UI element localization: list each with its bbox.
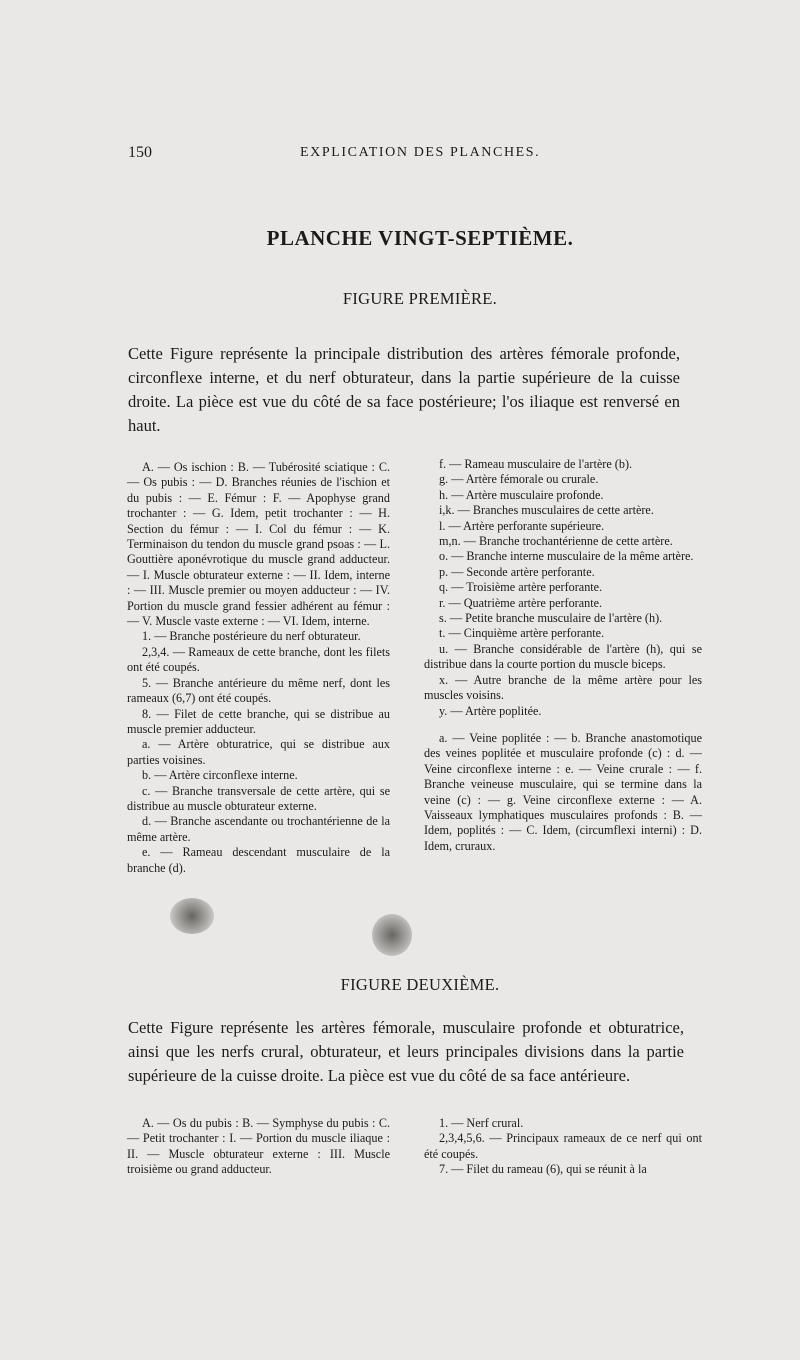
- legend-entry: A. — Os du pubis : B. — Symphyse du pubis : C. — Petit trochanter : I. — Portion du muscle iliaque : II. — Muscle obturateur externe : III. Muscle troisième ou grand adducteur.: [127, 1116, 390, 1177]
- legend-entry: c. — Branche transversale de cette artère, qui se distribue au muscle obturateur externe.: [127, 783, 390, 813]
- figure-2-intro: [128, 1016, 684, 1088]
- legend-entry: i,k. — Branches musculaires de cette artère.: [439, 503, 654, 518]
- legend-entry: g. — Artère fémorale ou crurale.: [439, 472, 599, 487]
- legend-entry: r. — Quatrième artère perforante.: [439, 595, 603, 610]
- legend-entry: a. — Veine poplitée : — b. Branche anastomotique des veines poplitée et musculaire profonde (c) : d. — Veine circonflexe interne : e. — Veine crurale : — f. Branche veineuse musculaire, qui se termine dans la veine (c) : — g. Veine circonflexe externe : — A. Vaisseaux lymphatiques musculaires profonds : B. — Idem, poplités : — C. Idem, (circumflexi interni) : D. Idem, cruraux.: [424, 730, 702, 853]
- figure-1-right-column: [424, 457, 702, 854]
- legend-entry: l. — Artère perforante supérieure.: [439, 518, 605, 533]
- legend-entry: o. — Branche interne musculaire de la même artère.: [439, 549, 694, 564]
- legend-entry: h. — Artère musculaire profonde.: [439, 487, 604, 502]
- legend-entry: s. — Petite branche musculaire de l'artère (h).: [439, 611, 663, 626]
- legend-entry: 1. — Branche postérieure du nerf obturateur.: [142, 629, 361, 644]
- legend-entry: 7. — Filet du rameau (6), qui se réunit à la: [439, 1162, 647, 1177]
- figure-1-intro-text: Cette Figure représente la principale distribution des artères fémorale profonde, circonflexe interne, et du nerf obturateur, dans la partie supérieure de la cuisse droite. La pièce est vue du côté de sa face postérieure; l'os iliaque est renversé en haut.: [128, 344, 680, 435]
- ink-stain: [372, 914, 412, 956]
- running-title: EXPLICATION DES PLANCHES.: [300, 145, 541, 160]
- legend-entry: 2,3,4,5,6. — Principaux rameaux de ce nerf qui ont été coupés.: [424, 1131, 702, 1161]
- page-number: 150: [128, 144, 152, 161]
- legend-entry: f. — Rameau musculaire de l'artère (b).: [439, 457, 633, 471]
- legend-entry: y. — Artère poplitée.: [439, 703, 542, 718]
- figure-2-left-column: [127, 1116, 390, 1178]
- legend-entry: m,n. — Branche trochantérienne de cette artère.: [439, 534, 673, 549]
- running-head: [128, 144, 708, 164]
- figure-2-title: FIGURE DEUXIÈME.: [340, 975, 500, 994]
- figure-1-title: FIGURE PREMIÈRE.: [342, 289, 498, 308]
- legend-entry: b. — Artère circonflexe interne.: [142, 768, 298, 783]
- legend-entry: x. — Autre branche de la même artère pour les muscles voisins.: [424, 672, 702, 703]
- figure-2-intro-text: Cette Figure représente les artères fémorale, musculaire profonde et obturatrice, ainsi que les nerfs crural, obturateur, et leurs principales divisions dans la partie supérieure de la cuisse droite. La pièce est vue du côté de sa face antérieure.: [128, 1018, 684, 1085]
- legend-entry: t. — Cinquième artère perforante.: [439, 626, 605, 641]
- legend-entry: 1. — Nerf crural.: [439, 1116, 524, 1130]
- legend-entry: A. — Os ischion : B. — Tubérosité sciatique : C. — Os pubis : — D. Branches réunies de l'ischion et du pubis : — E. Fémur : F. — Apophyse grand trochanter : — G. Idem, petit trochanter : — H. Section du fémur : — I. Col du fémur : — K. Terminaison du tendon du muscle grand psoas : — L. Gouttière aponévrotique du muscle grand adducteur. — I. Muscle obturateur externe : — II. Idem, interne : — III. Muscle premier ou moyen adducteur : — IV. Portion du muscle grand fessier adhérent au fémur : — V. Muscle vaste externe : — VI. Idem, interne.: [127, 460, 390, 629]
- legend-entry: 8. — Filet de cette branche, qui se distribue au muscle premier adducteur.: [127, 706, 390, 736]
- legend-entry: p. — Seconde artère perforante.: [439, 564, 595, 579]
- ink-stain: [170, 898, 214, 934]
- legend-entry: 2,3,4. — Rameaux de cette branche, dont les filets ont été coupés.: [127, 644, 390, 675]
- legend-entry: a. — Artère obturatrice, qui se distribue aux parties voisines.: [127, 737, 390, 767]
- legend-entry: u. — Branche considérable de l'artère (h), qui se distribue dans la courte portion du muscle biceps.: [424, 641, 702, 672]
- figure-2-right-column: [424, 1116, 702, 1178]
- figure-1-intro: [128, 342, 680, 438]
- legend-entry: q. — Troisième artère perforante.: [439, 580, 603, 595]
- legend-entry: d. — Branche ascendante ou trochantérienne de la même artère.: [127, 814, 390, 844]
- legend-entry: 5. — Branche antérieure du même nerf, dont les rameaux (6,7) ont été coupés.: [127, 675, 390, 706]
- figure-1-left-column: [127, 460, 390, 876]
- plate-title: PLANCHE VINGT-SEPTIÈME.: [266, 226, 574, 250]
- legend-entry: e. — Rameau descendant musculaire de la branche (d).: [127, 845, 390, 875]
